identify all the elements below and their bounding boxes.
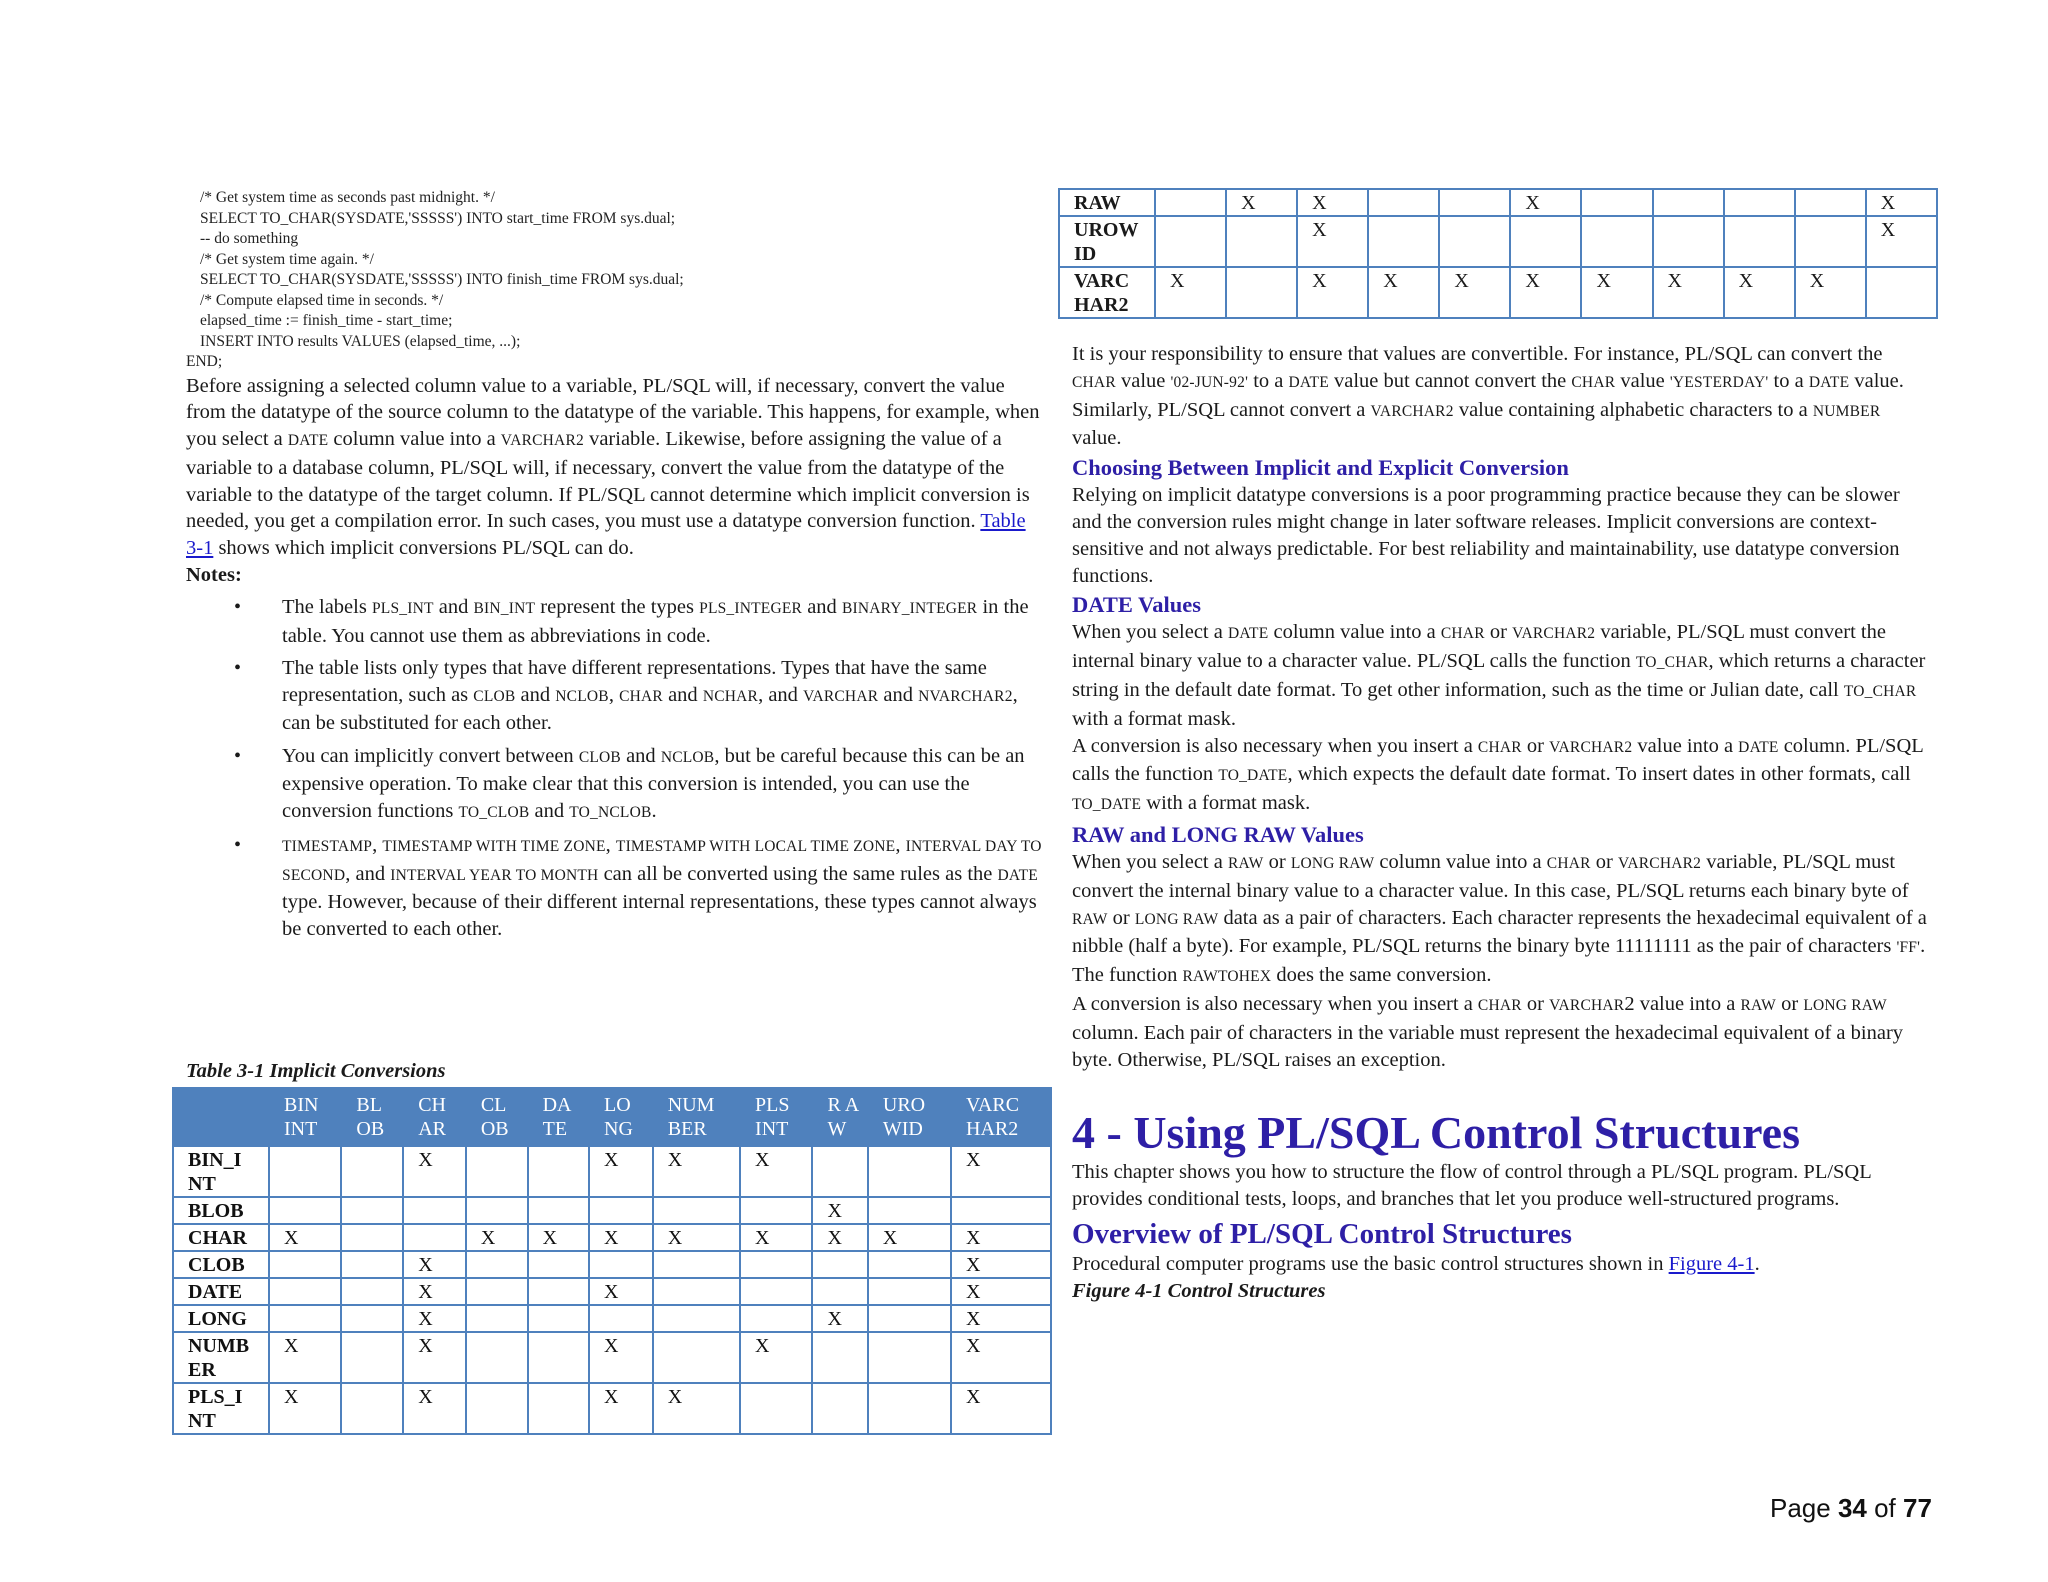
table-cell bbox=[740, 1251, 812, 1278]
table-row bbox=[1059, 216, 1937, 267]
table-cell bbox=[740, 1305, 812, 1332]
table-cell: X bbox=[403, 1146, 466, 1197]
table-cell bbox=[269, 1197, 341, 1224]
table-cell bbox=[589, 1305, 653, 1332]
table-cell bbox=[1439, 189, 1510, 216]
table-cell: X bbox=[466, 1224, 528, 1251]
table-cell: X bbox=[1297, 189, 1368, 216]
table-row bbox=[173, 1224, 1051, 1251]
section-heading-choosing: Choosing Between Implicit and Explicit Conversion bbox=[1072, 455, 1569, 481]
table-cell: X bbox=[951, 1305, 1051, 1332]
table-row bbox=[1059, 189, 1937, 216]
raw-paragraph-1: When you select a RAW or LONG RAW column value into a CHAR or VARCHAR2 variable, PL/SQL must convert the internal binary value to a character value. In this case, PL/SQL returns each binary byte of RAW or LONG RAW data as a pair of characters. Each character represents the hexadecimal equivalent of a nibble (half a byte). For example, PL/SQL returns the binary byte 11111111 as the pair of characters 'FF'. The function RAWTOHEX does the same conversion. bbox=[1072, 850, 1927, 987]
section-heading-overview: Overview of PL/SQL Control Structures bbox=[1072, 1217, 1572, 1250]
column-header: NUM BER bbox=[653, 1088, 740, 1146]
column-header: BL OB bbox=[341, 1088, 403, 1146]
table-row bbox=[1059, 267, 1937, 318]
table-cell bbox=[812, 1383, 867, 1434]
section-heading-date: DATE Values bbox=[1072, 592, 1202, 618]
table-cell: X bbox=[812, 1224, 867, 1251]
raw-paragraph-2: A conversion is also necessary when you insert a CHAR or VARCHAR2 value into a RAW or LONG RAW column. Each pair of characters in the variable must represent the hexadecimal equivalent of a binary byte. Otherwise, PL/SQL raises an exception. bbox=[1072, 992, 1904, 1071]
table-cell bbox=[403, 1197, 466, 1224]
table-cell: X bbox=[589, 1332, 653, 1383]
table-cell bbox=[1510, 216, 1581, 267]
table-cell bbox=[528, 1197, 589, 1224]
table-cell: X bbox=[812, 1197, 867, 1224]
table-cell bbox=[1653, 189, 1724, 216]
table-cell: X bbox=[1155, 267, 1226, 318]
choosing-paragraph: Relying on implicit datatype conversions is a poor programming practice because they can be slower and the conversion rules might change in later software releases. Implicit conversions are context-sensitive and not always predictable. For best reliability and maintainability, use datatype conversion functions. bbox=[1072, 484, 1900, 587]
column-header: VARC HAR2 bbox=[951, 1088, 1051, 1146]
table-cell: X bbox=[653, 1146, 740, 1197]
left-column bbox=[186, 188, 1042, 948]
code-end: END; bbox=[186, 353, 223, 370]
bullet-icon: • bbox=[234, 657, 242, 680]
table-cell bbox=[341, 1197, 403, 1224]
table-cell: X bbox=[653, 1383, 740, 1434]
table-cell bbox=[740, 1383, 812, 1434]
table-cell bbox=[341, 1224, 403, 1251]
table-cell bbox=[868, 1305, 951, 1332]
code-line: -- do something bbox=[200, 230, 299, 247]
keyword: VARCHAR2 bbox=[500, 432, 584, 450]
table-cell bbox=[740, 1197, 812, 1224]
code-line: SELECT TO_CHAR(SYSDATE,'SSSSS') INTO start_time FROM sys.dual; bbox=[200, 209, 676, 227]
table-cell bbox=[466, 1197, 528, 1224]
table-cell bbox=[868, 1332, 951, 1383]
table-cell: X bbox=[403, 1278, 466, 1305]
table-cell bbox=[1155, 216, 1226, 267]
row-header: RAW bbox=[1059, 189, 1155, 216]
table-cell bbox=[868, 1146, 951, 1197]
table-cell bbox=[1795, 189, 1866, 216]
date-paragraph-1: When you select a DATE column value into a CHAR or VARCHAR2 variable, PL/SQL must convert the internal binary value to a character value. PL/SQL calls the function TO_CHAR, which returns a character string in the default date format. To get other information, such as the time or Julian date, call TO_CHAR with a format mask. bbox=[1072, 621, 1926, 730]
table-cell bbox=[341, 1251, 403, 1278]
table-cell bbox=[1226, 216, 1297, 267]
table-row bbox=[173, 1278, 1051, 1305]
table-header-row bbox=[173, 1088, 1051, 1146]
table-cell: X bbox=[403, 1251, 466, 1278]
code-line: elapsed_time := finish_time - start_time; bbox=[200, 312, 453, 329]
table-cell: X bbox=[1439, 267, 1510, 318]
figure-link[interactable]: Figure 4-1 bbox=[1668, 1252, 1755, 1275]
keyword: DATE bbox=[287, 432, 329, 450]
table-cell bbox=[466, 1332, 528, 1383]
overview-paragraph: Procedural computer programs use the basic control structures shown in Figure 4-1. bbox=[1072, 1252, 1760, 1275]
table-cell bbox=[269, 1251, 341, 1278]
table-cell: X bbox=[1795, 267, 1866, 318]
table-cell bbox=[653, 1197, 740, 1224]
table-cell bbox=[341, 1278, 403, 1305]
table-row bbox=[173, 1332, 1051, 1383]
page-total: 77 bbox=[1903, 1493, 1932, 1523]
table-cell: X bbox=[951, 1332, 1051, 1383]
table-cell bbox=[653, 1332, 740, 1383]
table-cell bbox=[1155, 189, 1226, 216]
bullet-icon: • bbox=[234, 834, 242, 857]
table-cell bbox=[1866, 267, 1937, 318]
table-cell bbox=[1368, 216, 1439, 267]
code-line: SELECT TO_CHAR(SYSDATE,'SSSSS') INTO finish_time FROM sys.dual; bbox=[200, 271, 684, 288]
table-cell bbox=[868, 1251, 951, 1278]
note-item: • The table lists only types that have different representations. Types that have the same representation, such as CLOB and NCLOB, CHAR and NCHAR, and VARCHAR and NVARCHAR2, can be substituted for each other. bbox=[234, 657, 1018, 735]
table-cell: X bbox=[1866, 216, 1937, 267]
note-item: • The labels PLS_INT and BIN_INT represent the types PLS_INTEGER and BINARY_INTEGER in the table. You cannot use them as abbreviations in code. bbox=[234, 596, 1029, 647]
table-cell bbox=[653, 1305, 740, 1332]
table-cell bbox=[528, 1332, 589, 1383]
column-header: R A W bbox=[812, 1088, 867, 1146]
table-cell: X bbox=[812, 1305, 867, 1332]
table-cell bbox=[589, 1251, 653, 1278]
column-header: URO WID bbox=[868, 1088, 951, 1146]
text: column value into a bbox=[328, 428, 501, 451]
text: variable. Likewise, before assigning the value of a variable to a database column, PL/SQL will, if necessary, convert the value from the datatype of the variable to the datatype of the target column. If PL/SQL cannot determine which implicit conversion is needed, you get a compilation error. In such cases, you must use a datatype conversion function. bbox=[186, 428, 1030, 533]
table-cell bbox=[868, 1278, 951, 1305]
table-cell bbox=[341, 1383, 403, 1434]
table-cell bbox=[528, 1146, 589, 1197]
table-cell: X bbox=[1297, 216, 1368, 267]
table-cell bbox=[653, 1251, 740, 1278]
table-row bbox=[173, 1305, 1051, 1332]
row-header: UROW ID bbox=[1059, 216, 1155, 267]
table-caption: Table 3-1 Implicit Conversions bbox=[186, 1060, 446, 1082]
table-cell: X bbox=[269, 1224, 341, 1251]
row-header: BLOB bbox=[173, 1197, 269, 1224]
row-header: CHAR bbox=[173, 1224, 269, 1251]
row-header: LONG bbox=[173, 1305, 269, 1332]
table-cell bbox=[740, 1278, 812, 1305]
table-row bbox=[173, 1383, 1051, 1434]
row-header: NUMB ER bbox=[173, 1332, 269, 1383]
table-cell: X bbox=[951, 1383, 1051, 1434]
table-cell: X bbox=[1581, 267, 1652, 318]
table-cell: X bbox=[951, 1224, 1051, 1251]
chapter-title: 4 - Using PL/SQL Control Structures bbox=[1072, 1107, 1800, 1159]
table-cell: X bbox=[589, 1146, 653, 1197]
section-heading-raw: RAW and LONG RAW Values bbox=[1072, 821, 1364, 847]
table-row bbox=[173, 1197, 1051, 1224]
table-cell bbox=[812, 1251, 867, 1278]
page-number: 34 bbox=[1837, 1493, 1867, 1523]
table-cell: X bbox=[740, 1224, 812, 1251]
table-cell: X bbox=[1724, 267, 1795, 318]
table-cell bbox=[812, 1332, 867, 1383]
intro-paragraph bbox=[186, 373, 1042, 563]
table-cell bbox=[868, 1197, 951, 1224]
text: Before assigning a selected column value to a variable, PL/SQL will, if necessary, convert the value from the datatype of the source column to the datatype of the variable. This happens, for example, when you select a bbox=[186, 374, 1040, 451]
table-cell bbox=[528, 1383, 589, 1434]
table-cell bbox=[1581, 216, 1652, 267]
table-cell bbox=[466, 1251, 528, 1278]
table-cell bbox=[528, 1251, 589, 1278]
table-cell bbox=[269, 1305, 341, 1332]
table-cell bbox=[466, 1146, 528, 1197]
note-item: • You can implicitly convert between CLOB and NCLOB, but be careful because this can be an expensive operation. To make clear that this conversion is intended, you can use the conversion functions TO_CLOB and TO_NCLOB. bbox=[234, 744, 1025, 822]
row-header: PLS_I NT bbox=[173, 1383, 269, 1434]
implicit-conversions-table-continued bbox=[1058, 188, 1938, 319]
notes-heading: Notes: bbox=[186, 564, 242, 587]
table-cell bbox=[341, 1146, 403, 1197]
convertible-paragraph: It is your responsibility to ensure that values are convertible. For instance, PL/SQL can convert the CHAR value '02-JUN-92' to a DATE value but cannot convert the CHAR value 'YESTERDAY' to a DATE value. Similarly, PL/SQL cannot convert a VARCHAR2 value containing alphabetic characters to a NUMBER value. bbox=[1072, 343, 1904, 450]
table-cell: X bbox=[403, 1383, 466, 1434]
column-header: LO NG bbox=[589, 1088, 653, 1146]
text: shows which implicit conversions PL/SQL can do. bbox=[213, 537, 634, 560]
implicit-conversions-table bbox=[172, 1087, 1052, 1435]
table-cell bbox=[1368, 189, 1439, 216]
date-paragraph-2: A conversion is also necessary when you insert a CHAR or VARCHAR2 value into a DATE column. PL/SQL calls the function TO_DATE, which expects the default date format. To insert dates in other formats, call TO_DATE with a format mask. bbox=[1072, 734, 1924, 815]
code-line: /* Compute elapsed time in seconds. */ bbox=[200, 291, 444, 309]
table-cell bbox=[528, 1305, 589, 1332]
table-cell bbox=[269, 1278, 341, 1305]
row-header: VARC HAR2 bbox=[1059, 267, 1155, 318]
table-cell: X bbox=[589, 1224, 653, 1251]
footer-prefix: Page bbox=[1770, 1493, 1838, 1523]
table-cell: X bbox=[1368, 267, 1439, 318]
table-cell: X bbox=[589, 1383, 653, 1434]
column-header: CL OB bbox=[466, 1088, 528, 1146]
table-3-1-block bbox=[186, 1060, 1066, 1435]
code-line: INSERT INTO results VALUES (elapsed_time, ...); bbox=[200, 332, 521, 350]
table-corner-cell bbox=[173, 1088, 269, 1146]
bullet-icon: • bbox=[234, 596, 242, 619]
table-cell: X bbox=[1653, 267, 1724, 318]
column-header: PLS INT bbox=[740, 1088, 812, 1146]
table-cell bbox=[812, 1278, 867, 1305]
table-cell: X bbox=[951, 1146, 1051, 1197]
figure-caption: Figure 4-1 Control Structures bbox=[1072, 1279, 1326, 1302]
table-cell: X bbox=[1510, 189, 1581, 216]
table-cell bbox=[1581, 189, 1652, 216]
table-cell bbox=[1795, 216, 1866, 267]
right-column bbox=[1072, 188, 1928, 1304]
bullet-icon: • bbox=[234, 744, 242, 767]
row-header: DATE bbox=[173, 1278, 269, 1305]
table-cell bbox=[1724, 216, 1795, 267]
table-link[interactable]: Table 3-1 bbox=[186, 510, 1026, 560]
table-cell bbox=[466, 1305, 528, 1332]
table-cell bbox=[1653, 216, 1724, 267]
table-cell: X bbox=[403, 1305, 466, 1332]
notes-list bbox=[186, 594, 1042, 942]
code-line: /* Get system time as seconds past midnight. */ bbox=[200, 189, 495, 206]
table-cell bbox=[1439, 216, 1510, 267]
row-header: BIN_I NT bbox=[173, 1146, 269, 1197]
table-cell: X bbox=[1866, 189, 1937, 216]
table-cell bbox=[868, 1383, 951, 1434]
table-cell bbox=[269, 1146, 341, 1197]
table-cell bbox=[466, 1383, 528, 1434]
table-cell: X bbox=[269, 1332, 341, 1383]
table-cell bbox=[951, 1197, 1051, 1224]
code-block bbox=[186, 188, 1042, 352]
table-cell: X bbox=[740, 1146, 812, 1197]
table-cell bbox=[341, 1332, 403, 1383]
table-cell bbox=[403, 1224, 466, 1251]
table-cell: X bbox=[951, 1251, 1051, 1278]
table-cell bbox=[341, 1305, 403, 1332]
column-header: CH AR bbox=[403, 1088, 466, 1146]
table-cell: X bbox=[403, 1332, 466, 1383]
page-footer bbox=[1770, 1493, 1932, 1524]
table-cell: X bbox=[740, 1332, 812, 1383]
table-cell bbox=[466, 1278, 528, 1305]
row-header: CLOB bbox=[173, 1251, 269, 1278]
table-cell: X bbox=[1297, 267, 1368, 318]
table-cell bbox=[589, 1197, 653, 1224]
table-cell: X bbox=[653, 1224, 740, 1251]
table-cell bbox=[528, 1278, 589, 1305]
table-cell: X bbox=[1510, 267, 1581, 318]
table-cell: X bbox=[868, 1224, 951, 1251]
table-cell: X bbox=[1226, 189, 1297, 216]
table-cell: X bbox=[951, 1278, 1051, 1305]
table-cell bbox=[653, 1278, 740, 1305]
table-cell bbox=[1226, 267, 1297, 318]
column-header: DA TE bbox=[528, 1088, 589, 1146]
table-cell: X bbox=[528, 1224, 589, 1251]
chapter-intro: This chapter shows you how to structure the flow of control through a PL/SQL program. PL/SQL provides conditional tests, loops, and branches that let you produce well-structured programs. bbox=[1072, 1161, 1871, 1211]
code-line: /* Get system time again. */ bbox=[200, 250, 374, 268]
table-row bbox=[173, 1146, 1051, 1197]
note-item: • TIMESTAMP, TIMESTAMP WITH TIME ZONE, TIMESTAMP WITH LOCAL TIME ZONE, INTERVAL DAY TO SECOND, and INTERVAL YEAR TO MONTH can all be converted using the same rules as the DATE type. However, because of their different internal representations, these types cannot always be converted to each other. bbox=[234, 834, 1042, 940]
table-row bbox=[173, 1251, 1051, 1278]
table-cell bbox=[812, 1146, 867, 1197]
table-cell: X bbox=[589, 1278, 653, 1305]
column-header: BIN INT bbox=[269, 1088, 341, 1146]
table-cell: X bbox=[269, 1383, 341, 1434]
table-cell bbox=[1724, 189, 1795, 216]
footer-mid: of bbox=[1866, 1493, 1904, 1523]
